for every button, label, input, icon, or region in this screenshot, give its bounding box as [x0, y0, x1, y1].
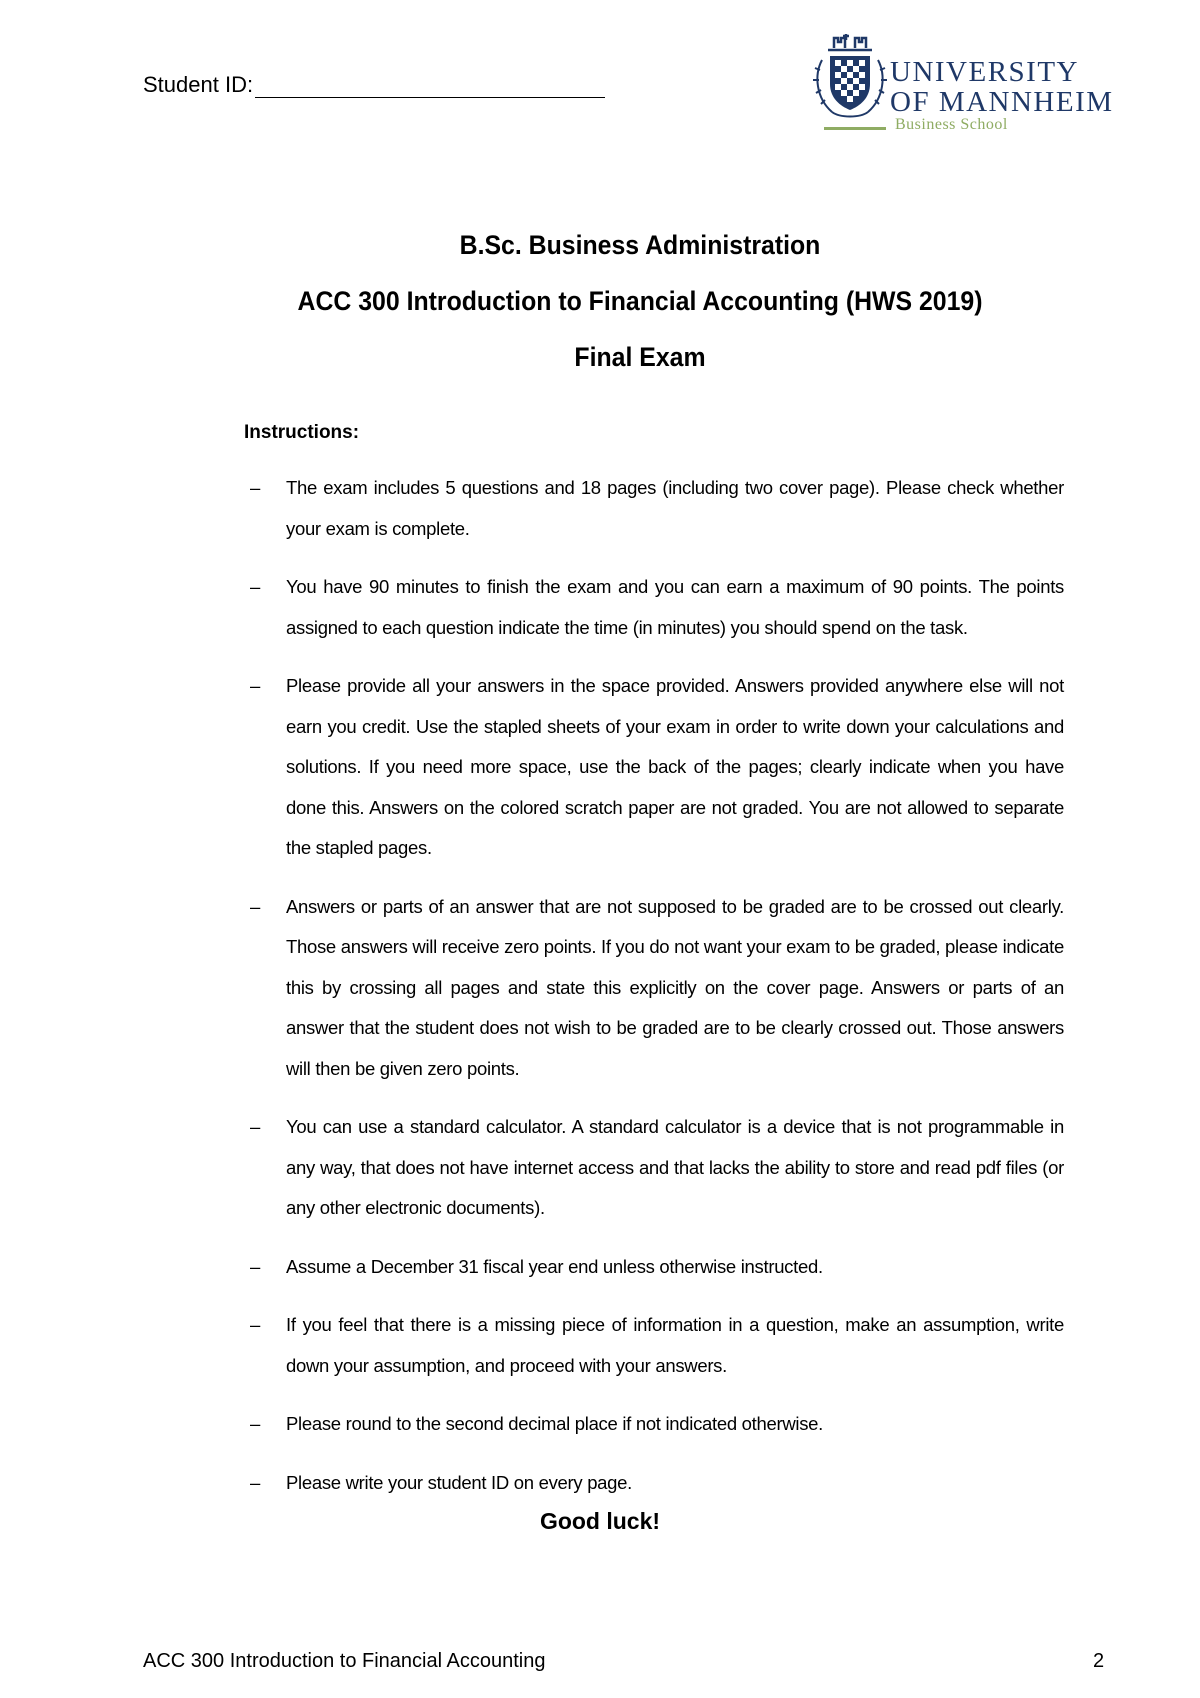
instruction-text: Please round to the second decimal place if not indicated otherwise.: [286, 1413, 823, 1434]
bullet-dash: –: [250, 675, 260, 696]
instruction-text: Assume a December 31 fiscal year end unless otherwise instructed.: [286, 1255, 823, 1277]
student-id-field: [143, 72, 605, 98]
bullet-dash: –: [250, 1471, 260, 1493]
bullet-dash: –: [250, 895, 260, 917]
footer-course-name: ACC 300 Introduction to Financial Accounting: [143, 1650, 546, 1672]
bullet-dash: –: [250, 1413, 260, 1434]
bullet-dash: –: [250, 477, 260, 498]
list-item: [244, 1107, 1064, 1229]
page-number: 2: [1093, 1650, 1105, 1672]
student-id-blank-line: [255, 75, 605, 98]
logo-text-university: UNIVERSITY: [890, 56, 1079, 88]
list-item: [244, 1463, 1064, 1504]
good-luck-text: Good luck!: [539, 1508, 661, 1534]
bullet-dash: –: [250, 1255, 260, 1277]
university-logo: [810, 30, 1150, 140]
instruction-text: You can use a standard calculator. A standard calculator is a device that is not programmable in any way, that does not have internet access and that lacks the ability to store and read pdf files (or any other electronic documents).: [286, 1116, 1064, 1218]
instruction-text: Please write your student ID on every page.: [286, 1471, 632, 1493]
instruction-text: If you feel that there is a missing piece of information in a question, make an assumption, write down your assumption, and proceed with your answers.: [286, 1314, 1064, 1376]
bullet-dash: –: [250, 576, 260, 597]
instruction-text: The exam includes 5 questions and 18 pages (including two cover page). Please check whether your exam is complete.: [286, 477, 1064, 539]
instructions-list: [244, 468, 1064, 1521]
university-crest-icon: [810, 30, 890, 130]
logo-text-business-school: Business School: [895, 116, 1008, 133]
student-id-label: Student ID:: [143, 72, 254, 97]
list-item: [244, 666, 1064, 869]
instructions-heading: Instructions:: [244, 422, 360, 443]
list-item: [244, 887, 1064, 1090]
instruction-text: Answers or parts of an answer that are not supposed to be graded are to be crossed out clearly. Those answers will receive zero points. If you do not want your exam to be graded, please indicate this by crossing all pages and state this explicitly on the cover page. Answers or parts of an answer that the student does not wish to be graded are to be clearly crossed out. Those answers will then be given zero points.: [286, 895, 1064, 1079]
program-title: B.Sc. Business Administration: [459, 230, 821, 260]
course-title: ACC 300 Introduction to Financial Accounting (HWS 2019): [297, 286, 983, 316]
logo-text-mannheim: OF MANNHEIM: [890, 86, 1114, 118]
list-item: [244, 567, 1064, 648]
logo-accent-bar: [824, 127, 886, 130]
list-item: [244, 1404, 1064, 1445]
bullet-dash: –: [250, 1116, 260, 1137]
exam-title: Final Exam: [574, 342, 706, 372]
list-item: [244, 468, 1064, 549]
list-item: [244, 1247, 1064, 1288]
list-item: [244, 1305, 1064, 1386]
bullet-dash: –: [250, 1314, 260, 1335]
instruction-text: Please provide all your answers in the space provided. Answers provided anywhere else will not earn you credit. Use the stapled sheets of your exam in order to write down your calculations and solutions. If you need more space, use the back of the pages; clearly indicate when you have done this. Answers on the colored scratch paper are not graded. You are not allowed to separate the stapled pages.: [286, 675, 1064, 858]
instruction-text: You have 90 minutes to finish the exam and you can earn a maximum of 90 points. The points assigned to each question indicate the time (in minutes) you should spend on the task.: [286, 576, 1064, 638]
